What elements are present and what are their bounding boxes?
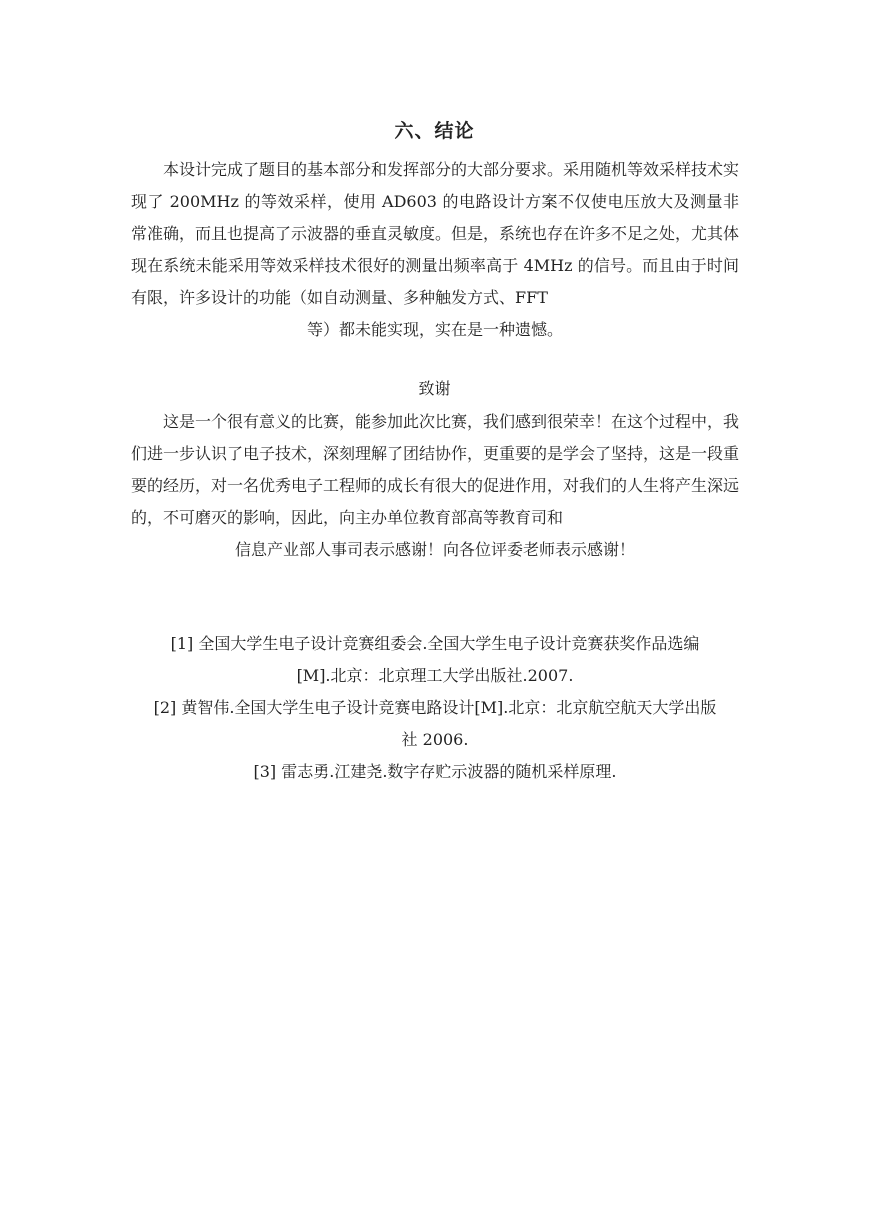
reference-item bbox=[131, 628, 739, 692]
reference-line: [3] 雷志勇.江建尧.数字存贮示波器的随机采样原理. bbox=[253, 762, 617, 781]
reference-item bbox=[131, 756, 739, 788]
conclusion-paragraph bbox=[131, 154, 739, 346]
conclusion-body: 本设计完成了题目的基本部分和发挥部分的大部分要求。采用随机等效采样技术实现了 200MHz 的等效采样，使用 AD603 的电路设计方案不仅使电压放大及测量非常准确，而且也提高了示波器的垂直灵敏度。但是，系统也存在许多不足之处，尤其体现在系统未能采用等效采样技术很好的测量出频率高于 4MHz 的信号。而且由于时间有限，许多设计的功能（如自动测量、多种触发方式、FFT bbox=[131, 160, 740, 307]
acknowledgement-body: 这是一个很有意义的比赛，能参加此次比赛，我们感到很荣幸！在这个过程中，我们进一步认识了电子技术，深刻理解了团结协作，更重要的是学会了坚持，这是一段重要的经历，对一名优秀电子工程师的成长有很大的促进作用，对我们的人生将产生深远的，不可磨灭的影响，因此，向主办单位教育部高等教育司和 bbox=[131, 412, 740, 527]
reference-list bbox=[131, 628, 739, 788]
reference-line: [1] 全国大学生电子设计竞赛组委会.全国大学生电子设计竞赛获奖作品选编 bbox=[170, 634, 700, 653]
acknowledgement-body-last-line: 信息产业部人事司表示感谢！向各位评委老师表示感谢！ bbox=[234, 540, 635, 559]
conclusion-heading: 六、结论 bbox=[394, 120, 475, 142]
acknowledgement-paragraph bbox=[131, 406, 739, 566]
reference-line: [M].北京：北京理工大学出版社.2007. bbox=[296, 666, 574, 685]
reference-line: 社 2006. bbox=[401, 730, 469, 749]
reference-line: [2] 黄智伟.全国大学生电子设计竞赛电路设计[M].北京：北京航空航天大学出版 bbox=[153, 698, 717, 717]
acknowledgement-heading: 致谢 bbox=[418, 379, 451, 398]
conclusion-body-last-line: 等）都未能实现，实在是一种遗憾。 bbox=[306, 320, 563, 339]
reference-item bbox=[131, 692, 739, 756]
